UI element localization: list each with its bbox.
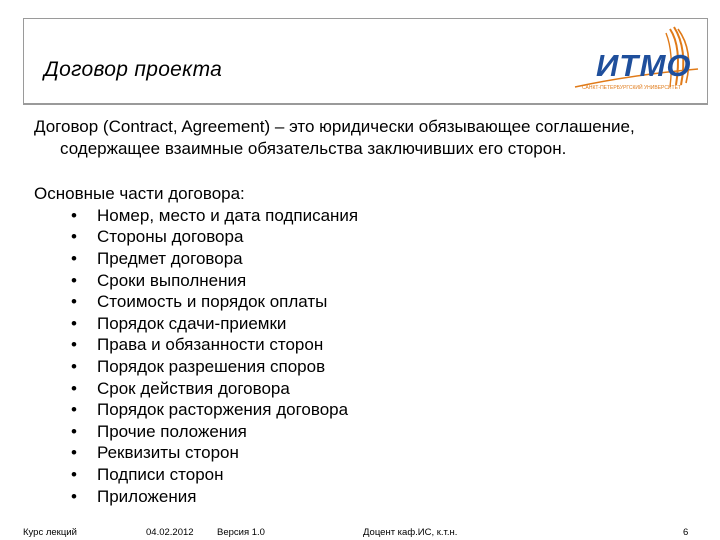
definition-line-2: содержащее взаимные обязательства заключивших его сторон. — [60, 138, 567, 158]
list-item — [34, 399, 704, 421]
list-item — [34, 356, 704, 378]
bullet-icon: • — [71, 313, 77, 333]
footer-course: Курс лекций — [23, 527, 77, 538]
logo-subtitle: САНКТ-ПЕТЕРБУРГСКИЙ УНИВЕРСИТЕТ — [582, 85, 681, 91]
bullet-icon: • — [71, 443, 77, 463]
bullet-icon: • — [71, 227, 77, 247]
slide-content — [34, 116, 704, 507]
page-number: 6 — [683, 527, 689, 538]
slide-title: Договор проекта — [44, 58, 223, 81]
bullet-icon: • — [71, 400, 77, 420]
footer-version: Версия 1.0 — [217, 527, 265, 538]
list-item-label: Подписи сторон — [97, 464, 224, 484]
list-item — [34, 270, 704, 292]
list-item — [34, 291, 704, 313]
list-item-label: Реквизиты сторон — [97, 443, 239, 463]
footer-author: Доцент каф.ИС, к.т.н. — [363, 527, 458, 538]
contract-parts — [34, 183, 704, 507]
bullet-icon: • — [71, 464, 77, 484]
list-item — [34, 226, 704, 248]
list-item-label: Порядок разрешения споров — [97, 356, 326, 376]
parts-list — [34, 205, 704, 507]
definition-line-1 — [34, 116, 704, 138]
header-divider — [23, 103, 708, 105]
bullet-icon: • — [71, 335, 77, 355]
list-item — [34, 464, 704, 486]
bullet-icon: • — [71, 248, 77, 268]
list-item-label: Прочие положения — [97, 421, 247, 441]
bullet-icon: • — [71, 270, 77, 290]
bullet-icon: • — [71, 378, 77, 398]
logo-text: ИТМО — [596, 48, 692, 83]
definition-text-1: (Contract, Agreement) – это юридически обязывающее соглашение, — [98, 117, 635, 136]
list-item-label: Порядок расторжения договора — [97, 400, 349, 420]
list-item-label: Приложения — [97, 486, 197, 506]
list-item-label: Сроки выполнения — [97, 270, 247, 290]
list-item-label: Стороны договора — [97, 227, 244, 247]
list-item-label: Номер, место и дата подписания — [97, 205, 359, 225]
list-item — [34, 378, 704, 400]
definition-block — [34, 116, 704, 159]
list-item-label: Срок действия договора — [97, 378, 290, 398]
bullet-icon: • — [71, 292, 77, 312]
bullet-icon: • — [71, 421, 77, 441]
list-item-label: Права и обязанности сторон — [97, 335, 324, 355]
list-item-label: Стоимость и порядок оплаты — [97, 292, 328, 312]
bullet-icon: • — [71, 356, 77, 376]
list-item-label: Предмет договора — [97, 248, 243, 268]
bullet-icon: • — [71, 205, 77, 225]
list-item-label: Порядок сдачи-приемки — [97, 313, 287, 333]
list-item — [34, 421, 704, 443]
list-item — [34, 248, 704, 270]
parts-title: Основные части договора: — [34, 184, 245, 204]
bullet-icon: • — [71, 486, 77, 506]
list-item — [34, 442, 704, 464]
list-item — [34, 486, 704, 508]
list-item — [34, 313, 704, 335]
list-item — [34, 334, 704, 356]
list-item — [34, 205, 704, 227]
definition-term: Договор — [34, 117, 99, 136]
footer-date: 04.02.2012 — [146, 527, 194, 538]
